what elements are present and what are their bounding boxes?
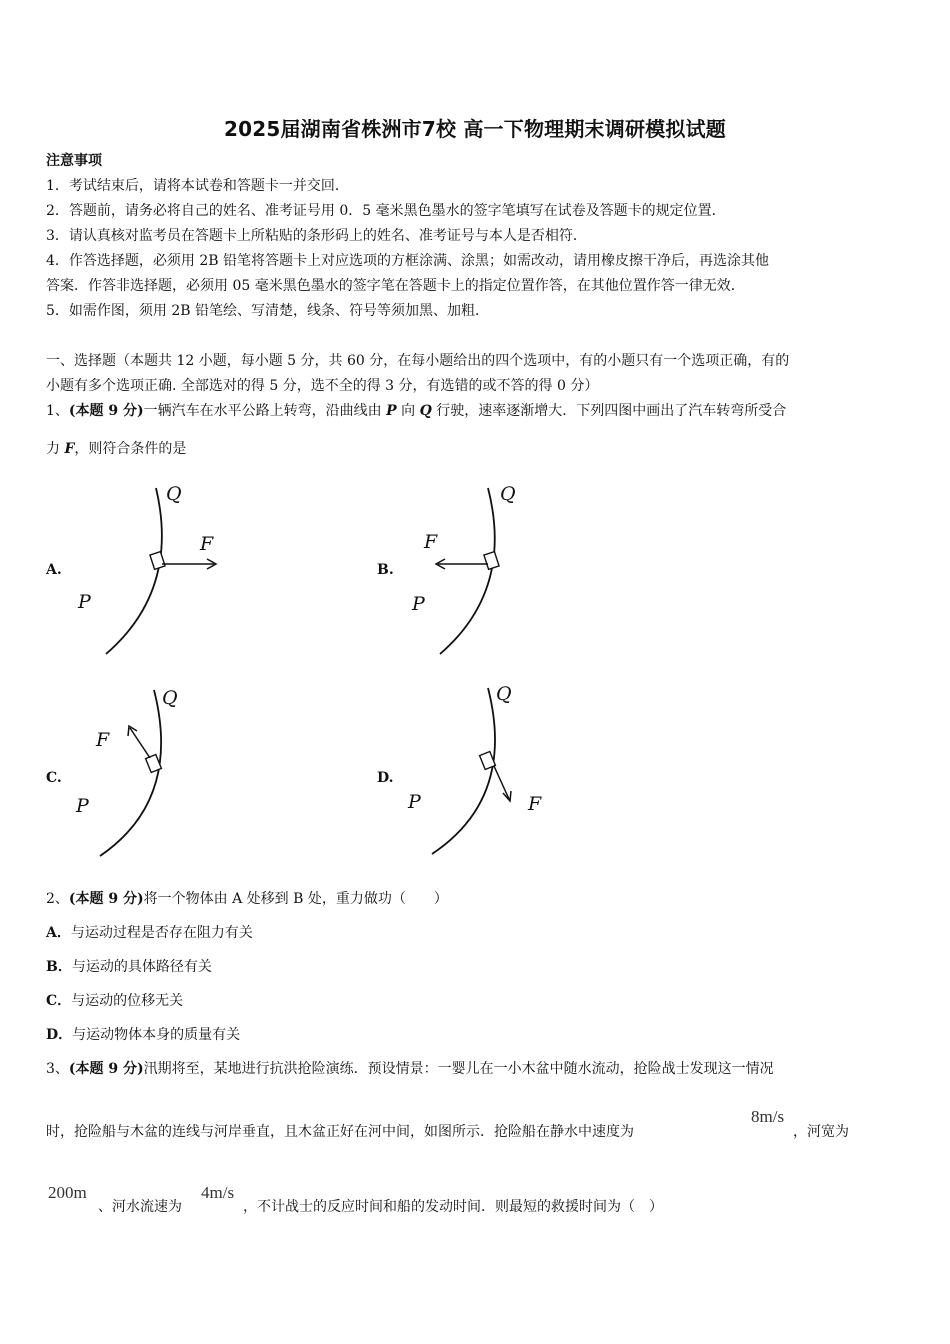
q1-number: 1、 — [46, 403, 69, 419]
label-p: P — [408, 791, 421, 813]
label-p: P — [76, 795, 89, 817]
q3-text: ，不计战士的反应时间和船的发动时间．则最短的救援时间为（ ） — [243, 1199, 663, 1215]
river-width-value: 200m — [48, 1183, 87, 1202]
notice-item: 1．考试结束后，请将本试卷和答题卡一并交回． — [46, 178, 349, 194]
label-f: F — [528, 793, 542, 815]
q1-text: 向 — [396, 403, 420, 419]
label-p: P — [412, 593, 425, 615]
q2-option-a[interactable] — [46, 924, 253, 942]
page-title: 2025届湖南省株洲市7校 高一下物理期末调研模拟试题 — [224, 117, 726, 141]
figure-b — [400, 480, 580, 660]
car-box — [150, 552, 165, 570]
label-q: Q — [162, 687, 178, 709]
water-speed-value: 4m/s — [201, 1183, 235, 1202]
option-key: D． — [46, 1027, 73, 1043]
label-f: F — [200, 533, 214, 555]
label-q: Q — [500, 483, 516, 505]
force-arrow — [494, 766, 509, 799]
option-key: B． — [46, 959, 72, 975]
notice-item: 5．如需作图，须用 2B 铅笔绘、写清楚，线条、符号等须加黑、加粗． — [46, 303, 490, 319]
car-box — [480, 751, 496, 769]
curve-path — [100, 690, 161, 856]
figure-c — [70, 682, 250, 867]
q2-option-b[interactable] — [46, 958, 212, 976]
figure-d — [400, 680, 580, 865]
option-text: 与运动物体本身的质量有关 — [72, 1027, 241, 1043]
q2-stem — [46, 890, 448, 908]
figure-a — [70, 480, 250, 660]
q1-meta: (本题 9 分) — [68, 403, 144, 419]
label-q: Q — [166, 483, 182, 505]
notice-item: 2．答题前，请务必将自己的姓名、准考证号用 0．5 毫米黑色墨水的签字笔填写在试卷及答题卡的规定位置． — [46, 203, 726, 219]
q2-number: 2、 — [46, 891, 69, 907]
label-q: Q — [496, 683, 512, 705]
option-key: A． — [46, 925, 71, 941]
q1-stem-line2 — [46, 440, 186, 458]
q1-symbol-f: F — [64, 441, 75, 457]
section-header: 一、选择题（本题共 12 小题，每小题 5 分，共 60 分，在每小题给出的四个选项中，有的小题只有一个选项正确，有的 — [46, 353, 790, 369]
q2-option-c[interactable] — [46, 992, 183, 1010]
q2-text: 将一个物体由 A 处移到 B 处，重力做功（ ） — [143, 891, 448, 907]
label-p: P — [78, 591, 91, 613]
q1-symbol-q: Q — [419, 403, 432, 419]
option-c-label[interactable]: C. — [46, 770, 62, 786]
option-text: 与运动过程是否存在阻力有关 — [70, 925, 253, 941]
q3-text: 、河水流速为 — [98, 1199, 182, 1215]
curve-path — [432, 688, 495, 854]
curve-path — [440, 488, 495, 654]
option-a-label[interactable]: A. — [46, 562, 62, 578]
q2-option-d[interactable] — [46, 1026, 240, 1044]
notice-item: 答案．作答非选择题，必须用 05 毫米黑色墨水的签字笔在答题卡上的指定位置作答，在其他位置作答一律无效． — [46, 278, 745, 294]
q3-text: 汛期将至，某地进行抗洪抢险演练．预设情景：一婴儿在一小木盆中随水流动，抢险战士发现这一情况 — [143, 1061, 774, 1077]
q3-text: ，河宽为 — [793, 1124, 849, 1140]
option-d-label[interactable]: D. — [377, 770, 394, 786]
option-text: 与运动的具体路径有关 — [71, 959, 212, 975]
q1-symbol-p: P — [386, 403, 397, 419]
q3-number: 3、 — [46, 1061, 69, 1077]
q1-stem-line1 — [46, 402, 786, 420]
label-f: F — [96, 729, 110, 751]
car-box — [484, 552, 499, 570]
option-text: 与运动的位移无关 — [71, 993, 184, 1009]
car-box — [146, 754, 162, 772]
q3-stem-line1 — [46, 1060, 774, 1078]
q1-text: 力 — [46, 441, 65, 457]
notice-heading: 注意事项 — [46, 153, 102, 169]
q2-meta: (本题 9 分) — [68, 891, 144, 907]
notice-item: 3．请认真核对监考员在答题卡上所粘贴的条形码上的姓名、准考证号与本人是否相符． — [46, 228, 587, 244]
q1-text: 行驶，速率逐渐增大．下列四图中画出了汽车转弯所受合 — [431, 403, 787, 419]
section-header-cont: 小题有多个选项正确. 全部选对的得 5 分，选不全的得 3 分，有选错的或不答的得 0 分） — [46, 378, 599, 394]
option-key: C． — [46, 993, 72, 1009]
label-f: F — [424, 531, 438, 553]
boat-speed-value: 8m/s — [751, 1107, 785, 1126]
option-b-label[interactable]: B. — [377, 562, 394, 578]
q1-text: 一辆汽车在水平公路上转弯，沿曲线由 — [143, 403, 387, 419]
force-arrow — [130, 728, 150, 758]
curve-path — [106, 488, 162, 654]
q3-meta: (本题 9 分) — [68, 1061, 144, 1077]
q1-text: ，则符合条件的是 — [74, 441, 187, 457]
notice-item: 4．作答选择题，必须用 2B 铅笔将答题卡上对应选项的方框涂满、涂黑；如需改动，请用橡皮擦干净后，再选涂其他 — [46, 253, 769, 269]
q3-stem-line2: 时，抢险船与木盆的连线与河岸垂直，且木盆正好在河中间，如图所示．抢险船在静水中速度为 — [46, 1124, 634, 1140]
